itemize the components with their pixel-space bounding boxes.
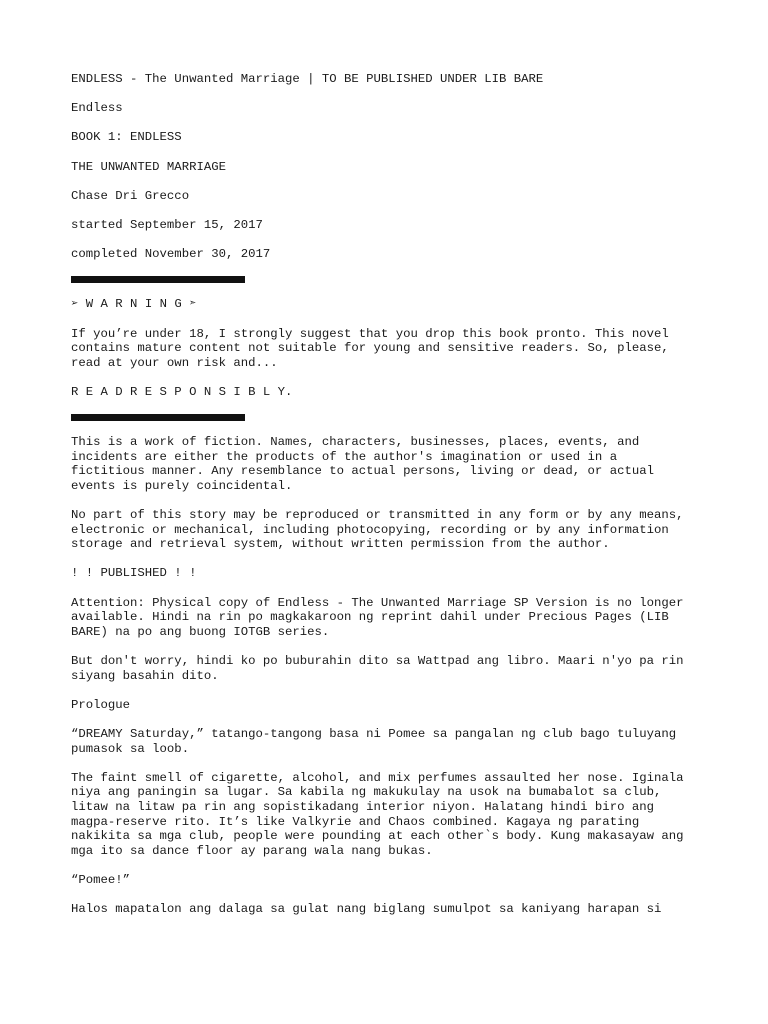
read-responsibly: R E A D R E S P O N S I B L Y. — [71, 384, 293, 399]
prologue-paragraph: “DREAMY Saturday,” tatango-tangong basa ni Pomee sa pangalan ng club bago tuluyang pumasok sa loob. — [71, 726, 677, 756]
author-name: Chase Dri Grecco — [71, 188, 190, 203]
warning-heading: ➢ W A R N I N G ➣ — [71, 297, 197, 312]
book-label: BOOK 1: ENDLESS — [71, 130, 182, 145]
document-page — [71, 72, 711, 931]
attention-paragraph: Attention: Physical copy of Endless - The Unwanted Marriage SP Version is no longer available. Hindi na rin po magkakaroon ng reprint dahil under Precious Pages (LIB BARE) na po ang buong IOTGB series. — [71, 595, 684, 639]
prologue-heading: Prologue — [71, 697, 131, 712]
prologue-paragraph: “Pomee!” — [71, 872, 131, 887]
section-divider — [71, 414, 245, 421]
book-subtitle: THE UNWANTED MARRIAGE — [71, 159, 226, 174]
started-date: started September 15, 2017 — [71, 217, 263, 232]
section-divider — [71, 276, 245, 283]
disclaimer-copyright: No part of this story may be reproduced or transmitted in any form or by any means, electronic or mechanical, including photocopying, recording or by any information storage and retrieval system, without written permission from the author. — [71, 508, 684, 552]
prologue-paragraph: The faint smell of cigarette, alcohol, and mix perfumes assaulted her nose. Iginala niya ang paningin sa lugar. Sa kabila ng makukulay na usok na bumabalot sa club, litaw na litaw pa rin ang sopistikadang interior niyon. Halatang hindi biro ang magpa-reserve rito. It’s like Valkyrie and Chaos combined. Kagaya ng parating nakikita sa mga club, people were pounding at each other՝s body. Kung makasayaw ang mga ito sa dance floor ay parang wala nang bukas. — [71, 770, 684, 858]
published-notice: ! ! PUBLISHED ! ! — [71, 566, 197, 581]
series-name: Endless — [71, 101, 123, 116]
prologue-paragraph: Halos mapatalon ang dalaga sa gulat nang biglang sumulpot sa kaniyang harapan si — [71, 902, 662, 917]
warning-text: If you’re under 18, I strongly suggest that you drop this book pronto. This novel contains mature content not suitable for young and sensitive readers. So, please, read at your own risk and... — [71, 326, 669, 370]
document-title: ENDLESS - The Unwanted Marriage | TO BE PUBLISHED UNDER LIB BARE — [71, 72, 544, 86]
completed-date: completed November 30, 2017 — [71, 247, 271, 262]
disclaimer-fiction: This is a work of fiction. Names, characters, businesses, places, events, and incidents are either the products of the author's imagination or used in a fictitious manner. Any resemblance to actual persons, living or dead, or actual events is purely coincidental. — [71, 435, 654, 493]
dont-worry-paragraph: But don't worry, hindi ko po buburahin dito sa Wattpad ang libro. Maari n'yo pa rin siyang basahin dito. — [71, 653, 684, 683]
